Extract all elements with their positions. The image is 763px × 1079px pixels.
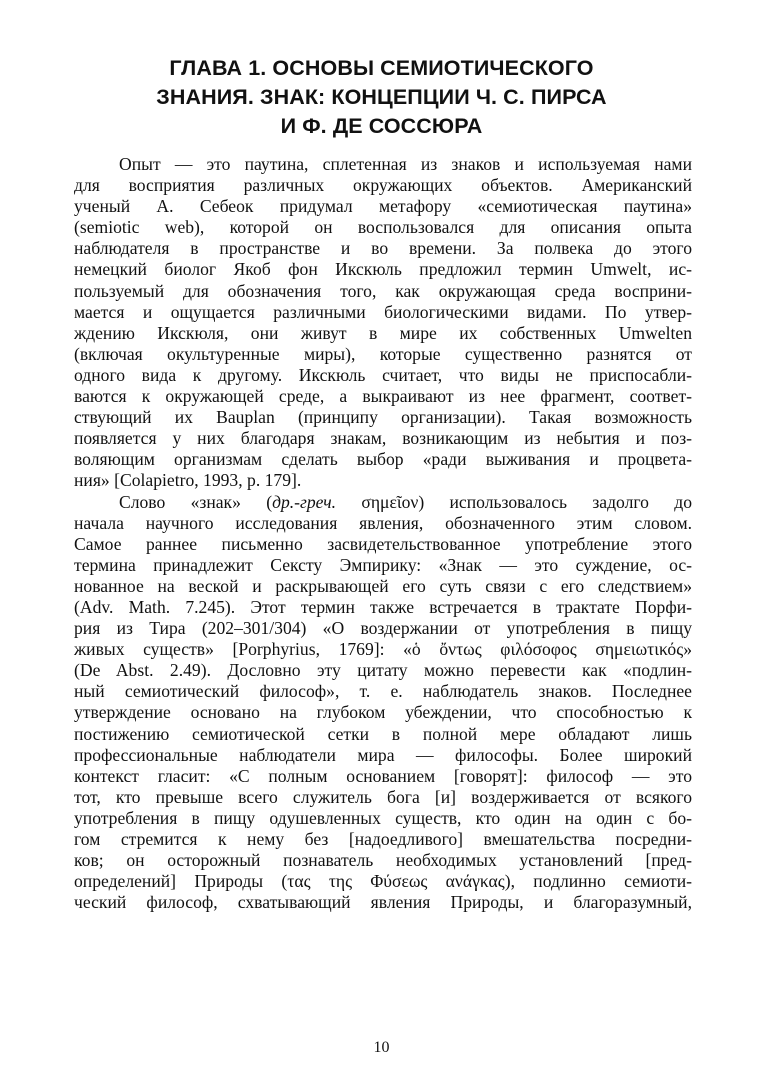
italic-abbreviation: др.-греч.: [272, 491, 337, 512]
paragraph-line: профессиональные наблюдатели мира — философы. Более широкий: [74, 744, 692, 765]
paragraph-line: Опыт — это паутина, сплетенная из знаков и используемая нами: [119, 154, 692, 174]
paragraph-line: ствующий их Bauplan (принципу организации). Такая возможность: [74, 407, 692, 428]
paragraph-line: ученый А. Себеок придумал метафору «семиотическая паутина»: [74, 196, 692, 217]
paragraph-line: наблюдателя в пространстве и во времени. За полвека до этого: [74, 238, 692, 259]
paragraph-line-with-italic: [74, 492, 692, 513]
paragraph-line: нованное на веской и раскрывающей его суть связи с его следствием»: [74, 575, 692, 596]
paragraph-line: тот, кто превыше всего служитель бога [и] воздерживается от всякого: [74, 786, 692, 807]
chapter-title: [60, 54, 703, 141]
paragraph-line: (Adv. Math. 7.245). Этот термин также встречается в трактате Порфи-: [74, 596, 692, 617]
body-text: [74, 154, 692, 913]
paragraph-line: пользуемый для обозначения того, как окружающая среда восприни-: [74, 280, 692, 301]
paragraph-line: рия из Тира (202–301/304) «О воздержании от употребления в пищу: [74, 618, 692, 639]
paragraph-line: утверждение основано на глубоком убеждении, что способностью к: [74, 702, 692, 723]
paragraph-line: термина принадлежит Сексту Эмпирику: «Знак — это суждение, ос-: [74, 554, 692, 575]
page-number: 10: [373, 1039, 390, 1056]
paragraph-line: (semiotic web), которой он воспользовался для описания опыта: [74, 217, 692, 238]
chapter-title-line: ЗНАНИЯ. ЗНАК: КОНЦЕПЦИИ Ч. С. ПИРСА: [156, 85, 607, 109]
text-run: Слово «знак» (: [119, 491, 273, 512]
paragraph-line: живых существ» [Porphyrius, 1769]: «ὁ ὄντως φιλόσοφος σημειωτικός»: [74, 639, 692, 660]
paragraph-line: ждению Икскюля, они живут в мире их собственных Umwelten: [74, 322, 692, 343]
paragraph-line: воляющим организмам сделать выбор «ради выживания и процвета-: [74, 449, 692, 470]
paragraph-line: (включая окультуренные миры), которые существенно разнятся от: [74, 343, 692, 364]
text-run: σημεῖον) использовалось задолго до: [336, 491, 692, 512]
chapter-title-line: ГЛАВА 1. ОСНОВЫ СЕМИОТИЧЕСКОГО: [169, 56, 594, 80]
paragraph-line: употребления в пищу одушевленных существ, кто один на один с бо-: [74, 807, 692, 828]
paragraph-line: постижению семиотической сетки в полной мере обладают лишь: [74, 723, 692, 744]
paragraph-line: контекст гласит: «С полным основанием [говорят]: философ — это: [74, 765, 692, 786]
paragraph-line: ваются к окружающей среде, а выкраивают из нее фрагмент, соответ-: [74, 386, 692, 407]
paragraph-line: определений] Природы (τας της Φύσεως ανάγκας), подлинно семиоти-: [74, 871, 692, 892]
paragraph-line: Самое раннее письменно засвидетельствованное употребление этого: [74, 533, 692, 554]
paragraph-line: начала научного исследования явления, обозначенного этим словом.: [74, 512, 692, 533]
paragraph-line: появляется у них благодаря знакам, возникающим из небытия и поз-: [74, 428, 692, 449]
paragraph-line: ков; он осторожный познаватель необходимых установлений [пред-: [74, 850, 692, 871]
paragraph-line: ния» [Colapietro, 1993, p. 179].: [74, 470, 302, 491]
paragraph-line: для восприятия различных окружающих объектов. Американский: [74, 175, 692, 196]
paragraph-line: одного вида к другому. Икскюль считает, что виды не приспосабли-: [74, 364, 692, 385]
paragraph-line: мается и ощущается различными биологическими видами. По утвер-: [74, 301, 692, 322]
paragraph-line: ный семиотический философ», т. е. наблюдатель знаков. Последнее: [74, 681, 692, 702]
paragraph-line: гом стремится к нему без [надоедливого] вмешательства посредни-: [74, 829, 692, 849]
paragraph-line: ческий философ, схватывающий явления Природы, и благоразумный,: [74, 892, 692, 913]
paragraph-line: немецкий биолог Якоб фон Икскюль предложил термин Umwelt, ис-: [74, 259, 692, 280]
paragraph-line: (De Abst. 2.49). Дословно эту цитату можно перевести как «подлин-: [74, 660, 692, 681]
chapter-title-line: И Ф. ДЕ СОССЮРА: [280, 114, 483, 138]
